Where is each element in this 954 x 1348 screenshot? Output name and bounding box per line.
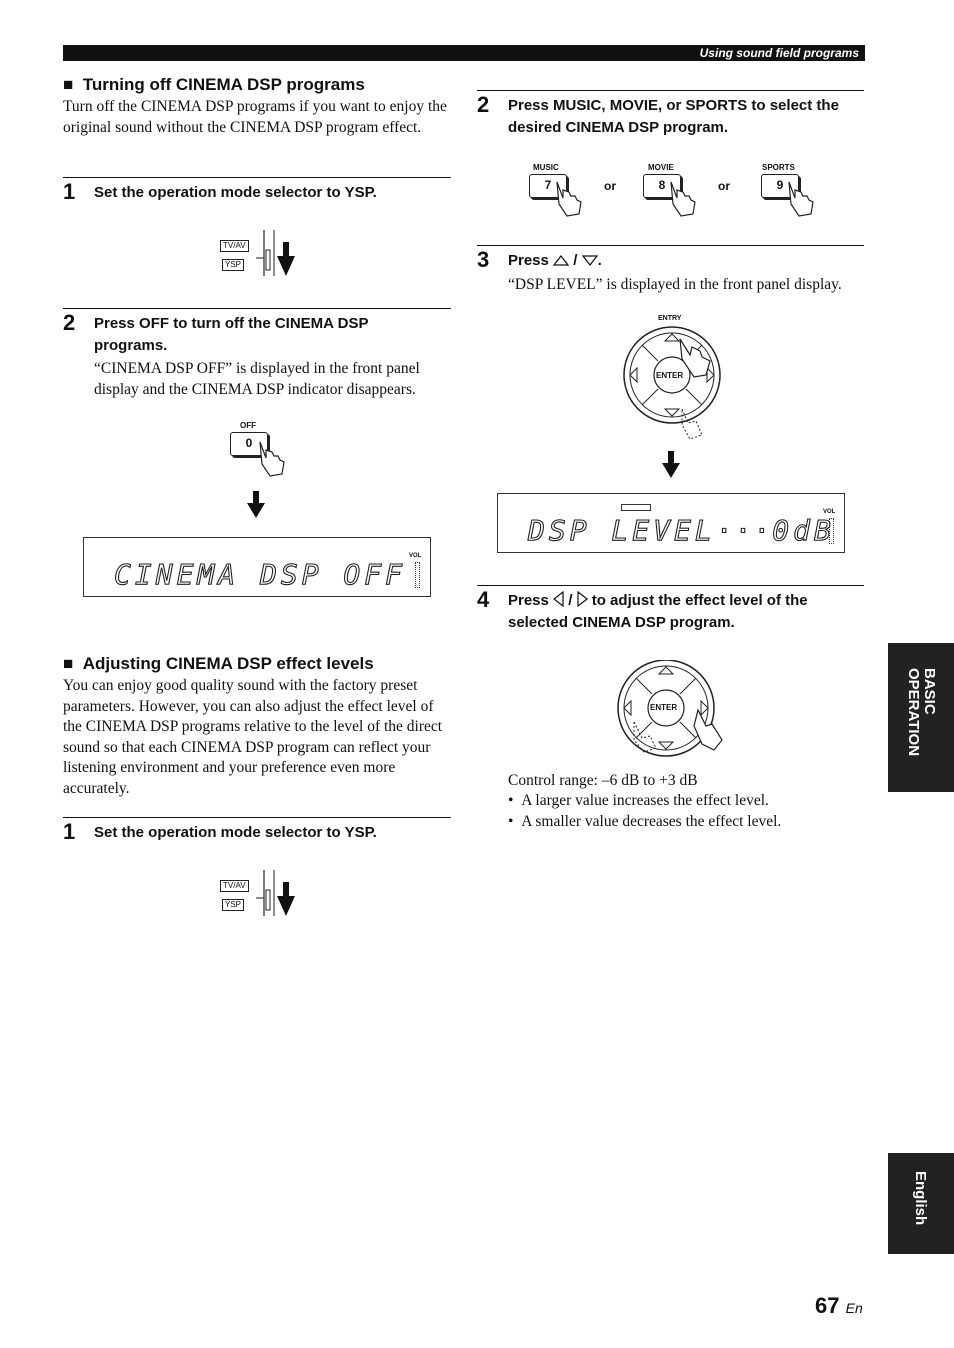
step-rule: [477, 90, 864, 91]
entry-label: ENTRY: [658, 315, 682, 322]
display-text: DSP LEVEL···0dB: [528, 514, 835, 547]
step-number: 4: [477, 587, 490, 612]
step-number: 3: [477, 247, 490, 272]
step-text: Set the operation mode selector to YSP.: [94, 824, 377, 841]
bullet-item: • A larger value increases the effect level.: [508, 792, 769, 809]
tv-av-label: TV/AV: [220, 240, 249, 252]
or-text: or: [604, 179, 616, 193]
enter-button[interactable]: ENTER: [650, 703, 678, 712]
step-number: 2: [477, 92, 490, 117]
hand-pointer-icon: [667, 180, 701, 218]
or-text: or: [718, 179, 730, 193]
up-triangle-icon: [553, 255, 569, 266]
step-text: Press MUSIC, MOVIE, or SPORTS to select the desired CINEMA DSP program.: [508, 97, 839, 136]
sports-label: SPORTS: [762, 163, 795, 172]
square-bullet-icon: ■: [63, 75, 74, 94]
cursor-dial-illustration: [620, 313, 724, 441]
side-tab-english: English: [888, 1153, 954, 1254]
movie-button[interactable]: 8: [643, 174, 681, 198]
intro-paragraph: You can enjoy good quality sound with the factory preset parameters. However, you can also adjust the effect level of the CINEMA DSP programs relative to the level of the direct sound so that each CINEMA DSP program can reflect your listening environment and your preference even more accurately.: [63, 677, 443, 797]
square-bullet-icon: ■: [63, 654, 74, 673]
side-tab-basic-operation: BASIC OPERATION: [888, 643, 954, 792]
right-triangle-icon: [577, 591, 588, 607]
tv-av-label: TV/AV: [220, 880, 249, 892]
step-text: Press OFF to turn off the CINEMA DSP programs.: [94, 315, 369, 354]
left-triangle-icon: [553, 591, 564, 607]
mode-selector-illustration: [218, 228, 302, 278]
step-text: Press / to adjust the effect level of the selected CINEMA DSP program.: [508, 592, 808, 631]
vol-label: VOL: [823, 509, 836, 515]
selector-switch-icon: [252, 868, 302, 918]
front-panel-display: [497, 493, 845, 553]
step-note: “DSP LEVEL” is displayed in the front panel display.: [508, 276, 842, 293]
down-triangle-icon: [582, 255, 598, 266]
mode-selector-illustration: [218, 868, 302, 918]
hand-pointer-icon: [256, 440, 290, 478]
off-label: OFF: [240, 421, 256, 430]
vol-label: VOL: [409, 553, 422, 559]
section-heading-turning-off: ■ Turning off CINEMA DSP programs: [63, 75, 365, 94]
music-label: MUSIC: [533, 163, 559, 172]
step-note: “CINEMA DSP OFF” is displayed in the front panel display and the CINEMA DSP indicator disappears.: [94, 360, 420, 398]
cursor-dial-illustration: [614, 660, 726, 760]
off-button[interactable]: 0: [230, 432, 268, 456]
sports-button[interactable]: 9: [761, 174, 799, 198]
step-rule: [63, 817, 451, 818]
cinema-dsp-indicator: [621, 504, 651, 511]
step-rule: [63, 308, 451, 309]
page-number: 67 En: [815, 1293, 863, 1318]
step-rule: [63, 177, 451, 178]
header-bar: [63, 45, 865, 61]
step-number: 1: [63, 179, 76, 204]
step-number: 1: [63, 819, 76, 844]
movie-label: MOVIE: [648, 163, 674, 172]
ysp-label: YSP: [222, 899, 244, 911]
display-text: CINEMA DSP OFF: [114, 558, 407, 591]
down-arrow-icon: [661, 451, 681, 479]
front-panel-display: [83, 537, 431, 597]
selector-switch-icon: [252, 228, 302, 278]
bullet-icon: •: [508, 813, 514, 830]
ysp-label: YSP: [222, 259, 244, 271]
down-arrow-icon: [246, 491, 266, 519]
vol-meter: [415, 562, 420, 588]
off-button-illustration: [226, 420, 296, 480]
section-heading-adjusting: ■ Adjusting CINEMA DSP effect levels: [63, 654, 374, 673]
step-rule: [477, 245, 864, 246]
step-text: Press / .: [508, 252, 602, 269]
display-dots: ···: [715, 514, 773, 547]
header-section-title: Using sound field programs: [699, 46, 859, 60]
dial-graphic: [620, 325, 724, 441]
program-buttons-illustration: [527, 160, 827, 220]
hand-pointer-icon: [553, 180, 587, 218]
bullet-item: • A smaller value decreases the effect level.: [508, 813, 782, 830]
hand-pointer-icon: [785, 180, 819, 218]
music-button[interactable]: 7: [529, 174, 567, 198]
vol-meter: [829, 518, 834, 544]
step-number: 2: [63, 310, 76, 335]
enter-button[interactable]: ENTER: [656, 371, 684, 380]
intro-paragraph: Turn off the CINEMA DSP programs if you want to enjoy the original sound without the CINEMA DSP program effect.: [63, 98, 447, 136]
bullet-icon: •: [508, 792, 514, 809]
step-text: Set the operation mode selector to YSP.: [94, 184, 377, 201]
step-rule: [477, 585, 864, 586]
control-range: Control range: –6 dB to +3 dB: [508, 772, 698, 789]
